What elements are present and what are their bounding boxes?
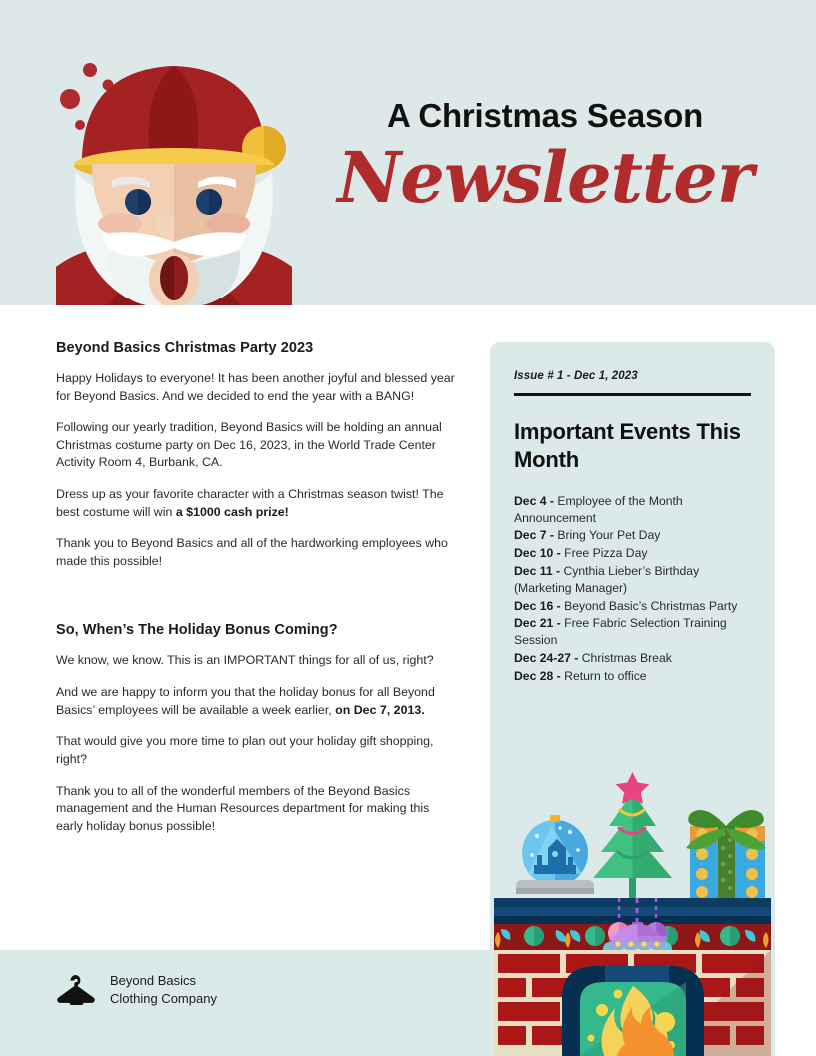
event-text: Employee of the Month Announcement xyxy=(514,493,683,525)
paragraph-bonus-date xyxy=(56,684,456,719)
event-date: Dec 10 - xyxy=(514,546,561,561)
event-text: Beyond Basic’s Christmas Party xyxy=(560,598,738,613)
events-list xyxy=(514,493,751,685)
list-item xyxy=(514,493,751,527)
paragraph-tradition: Following our yearly tradition, Beyond Basics will be holding an annual Christmas costume party on Dec 16, 2023, in the World Trade Center Activity Room 4, Burbank, CA. xyxy=(56,420,442,470)
company-line-1: Beyond Basics xyxy=(110,973,196,988)
paragraph-dress-up xyxy=(56,486,456,521)
santa-claus-icon xyxy=(46,52,302,305)
list-item xyxy=(514,563,751,597)
event-date: Dec 21 - xyxy=(514,616,561,631)
footer-logo-block xyxy=(56,972,217,1009)
header-title-block xyxy=(310,98,780,219)
event-date: Dec 11 - xyxy=(514,564,561,578)
bonus-date-highlight: on Dec 7, 2013. xyxy=(335,702,425,717)
main-content-column xyxy=(56,340,456,849)
sidebar-title: Important Events This Month xyxy=(514,418,741,473)
sidebar-text-block xyxy=(490,342,775,685)
event-date: Dec 24-27 - xyxy=(514,651,579,666)
newsletter-header xyxy=(0,0,816,305)
company-name xyxy=(110,972,217,1009)
page-title-script: Newsletter xyxy=(337,136,753,220)
event-text: Return to office xyxy=(560,668,647,683)
paragraph-happy-holidays: Happy Holidays to everyone! It has been another joyful and blessed year for Beyond Basics. And we decided to end the year with a BANG! xyxy=(56,371,455,403)
event-date: Dec 4 - xyxy=(514,493,554,508)
bonus-lead: And we are happy to inform you that the holiday bonus for all Beyond Basics’ employees will be available a week earlier, xyxy=(56,685,435,717)
clothes-hanger-icon xyxy=(56,972,96,1008)
event-text: Free Pizza Day xyxy=(560,546,648,561)
event-text: Christmas Break xyxy=(578,651,672,666)
paragraph-gift-shopping: That would give you more time to plan out your holiday gift shopping, right? xyxy=(56,734,434,766)
list-item xyxy=(514,650,751,667)
paragraph-thank-you: Thank you to Beyond Basics and all of the hardworking employees who made this possible! xyxy=(56,536,448,568)
section-heading-party: Beyond Basics Christmas Party 2023 xyxy=(56,340,314,356)
page-title: A Christmas Season xyxy=(386,97,704,134)
event-text: Free Fabric Selection Training Session xyxy=(514,616,727,648)
cash-prize-highlight: a $1000 cash prize! xyxy=(175,504,289,519)
event-date: Dec 28 - xyxy=(514,668,561,683)
event-text: Bring Your Pet Day xyxy=(553,528,661,543)
company-line-2: Clothing Company xyxy=(110,991,217,1007)
events-sidebar xyxy=(490,342,775,1056)
list-item xyxy=(514,527,751,544)
footer-bar xyxy=(0,950,490,1056)
sidebar-divider xyxy=(514,393,751,396)
paragraph-thanks-management: Thank you to all of the wonderful members of the Beyond Basics management and the Human Resources department for making this early holiday bonus possible! xyxy=(56,783,430,833)
event-date: Dec 16 - xyxy=(514,598,561,613)
list-item xyxy=(514,615,751,649)
fireplace-christmas-icon xyxy=(490,770,775,1056)
issue-label: Issue # 1 - Dec 1, 2023 xyxy=(514,370,638,382)
event-date: Dec 7 - xyxy=(514,528,554,543)
list-item xyxy=(514,545,751,562)
paragraph-we-know: We know, we know. This is an IMPORTANT things for all of us, right? xyxy=(56,653,434,668)
list-item xyxy=(514,598,751,615)
event-text: Cynthia Lieber’s Birthday (Marketing Manager) xyxy=(514,564,700,595)
dress-up-lead: Dress up as your favorite character with a Christmas season twist! The best costume will win xyxy=(56,487,444,519)
section-heading-bonus: So, When’s The Holiday Bonus Coming? xyxy=(56,622,338,639)
list-item xyxy=(514,668,751,685)
